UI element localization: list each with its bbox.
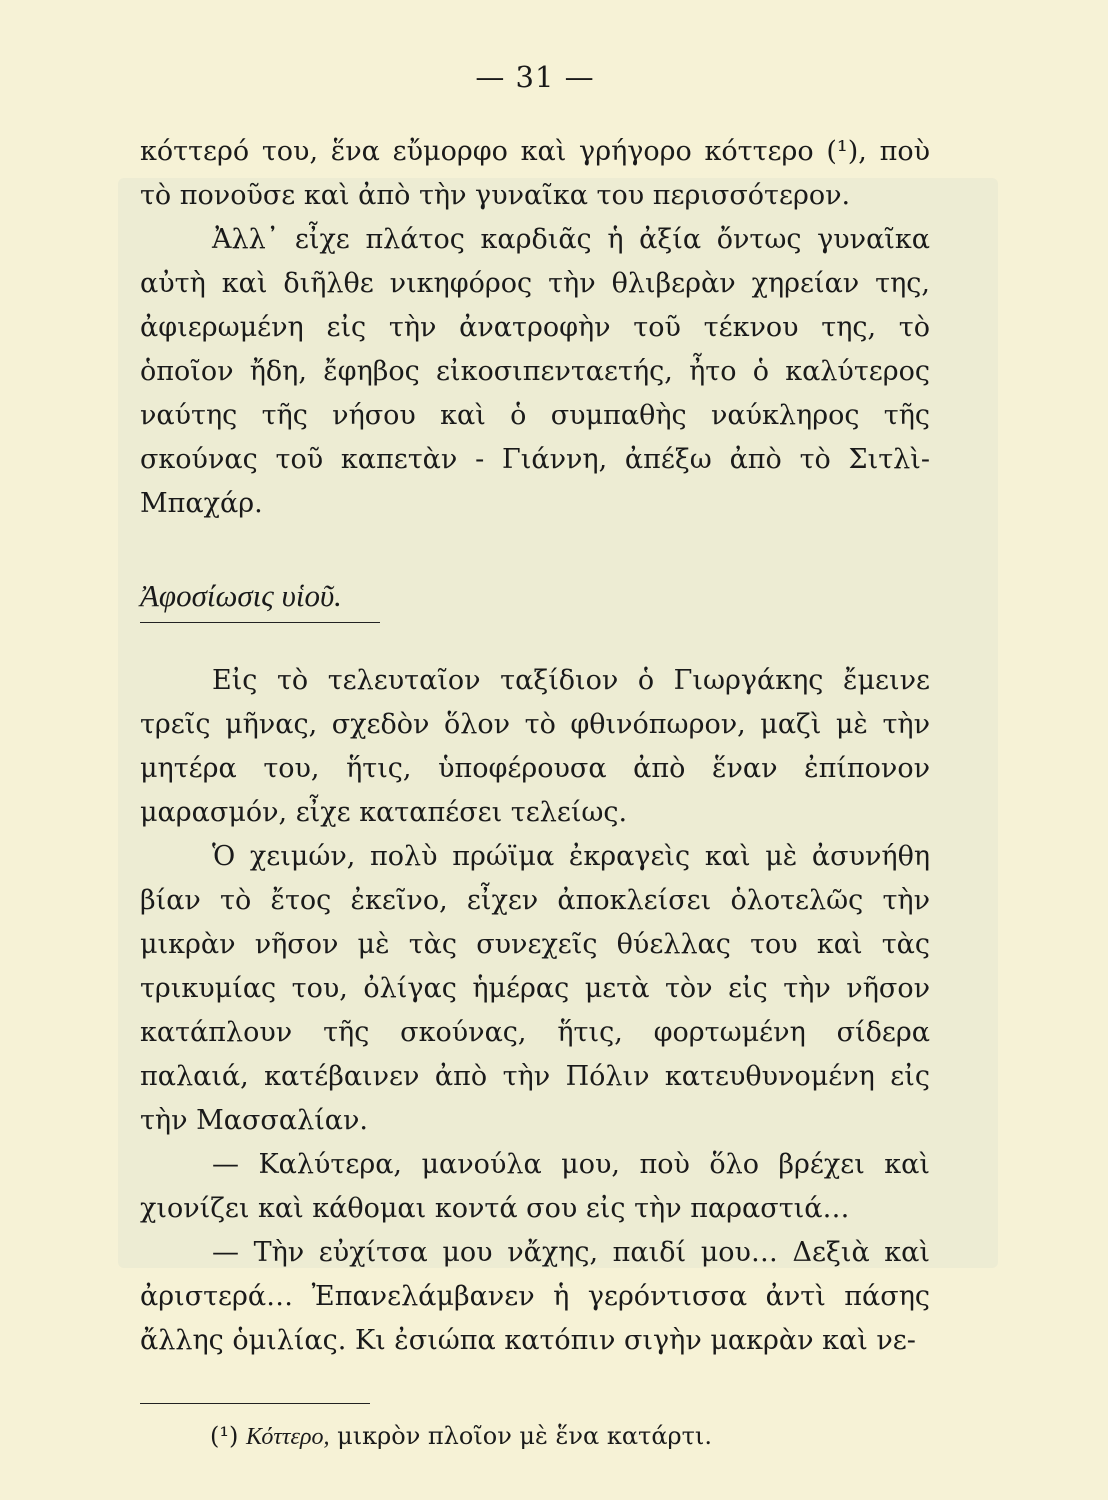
- footnote-text: μικρὸν πλοῖον μὲ ἕνα κατάρτι.: [337, 1422, 712, 1450]
- title-underline: [140, 622, 380, 623]
- footnote: [210, 1422, 930, 1451]
- page-number: — 31 —: [475, 60, 595, 94]
- footnote-rule: [140, 1403, 370, 1404]
- paragraph-3: Εἰς τὸ τελευταῖον ταξίδιον ὁ Γιωργάκης ἔμεινε τρεῖς μῆνας, σχεδὸν ὅλον τὸ φθινόπωρον, μαζὶ μὲ τὴν μητέρα του, ἥτις, ὑποφέρουσα ἀπὸ ἕναν ἐπίπονον μαρασμόν, εἶχε καταπέσει τελείως.: [140, 665, 930, 828]
- footnote-term: Κόττερο,: [246, 1424, 330, 1450]
- paragraph-4: Ὁ χειμών, πολὺ πρώϊμα ἐκραγεὶς καὶ μὲ ἀσυνήθη βίαν τὸ ἔτος ἐκεῖνο, εἶχεν ἀποκλείσει ὁλοτελῶς τὴν μικρὰν νῆσον μὲ τὰς συνεχεῖς θύελλας του καὶ τὰς τρικυμίας του, ὀλίγας ἡμέρας μετὰ τὸν εἰς τὴν νῆσον κατάπλουν τῆς σκούνας, ἥτις, φορτωμένη σίδερα παλαιά, κατέβαινεν ἀπὸ τὴν Πόλιν κατευθυνομένη εἰς τὴν Μασσαλίαν.: [140, 841, 930, 1136]
- book-page: [140, 60, 930, 1451]
- footnote-marker: (¹): [210, 1422, 239, 1450]
- paragraph-1: κόττερό του, ἕνα εὔμορφο καὶ γρήγορο κόττερο (¹), ποὺ τὸ πονοῦσε καὶ ἀπὸ τὴν γυναῖκα του περισσότερον.: [140, 136, 930, 211]
- section-title: Ἀφοσίωσις υἱοῦ.: [140, 578, 342, 613]
- paragraph-6: — Τὴν εὐχίτσα μου νἄχης, παιδί μου… Δεξιὰ καὶ ἀριστερά… Ἐπανελάμβανεν ἡ γερόντισσα ἀντὶ πάσης ἄλλης ὁμιλίας. Κι ἐσιώπα κατόπιν σιγὴν μακρὰν καὶ νε-: [140, 1237, 930, 1356]
- paragraph-2: Ἀλλ᾽ εἶχε πλάτος καρδιᾶς ἡ ἀξία ὄντως γυναῖκα αὐτὴ καὶ διῆλθε νικηφόρος τὴν θλιβερὰν χηρείαν της, ἀφιερωμένη εἰς τὴν ἀνατροφὴν τοῦ τέκνου της, τὸ ὁποῖον ἤδη, ἔφηβος εἰκοσιπενταετής, ἦτο ὁ καλύτερος ναύτης τῆς νήσου καὶ ὁ συμπαθὴς ναύκληρος τῆς σκούνας τοῦ καπετὰν - Γιάννη, ἀπέξω ἀπὸ τὸ Σιτλὶ-Μπαχάρ.: [140, 224, 930, 519]
- paragraph-5: — Καλύτερα, μανούλα μου, ποὺ ὅλο βρέχει καὶ χιονίζει καὶ κάθομαι κοντά σου εἰς τὴν παραστιά…: [140, 1149, 930, 1224]
